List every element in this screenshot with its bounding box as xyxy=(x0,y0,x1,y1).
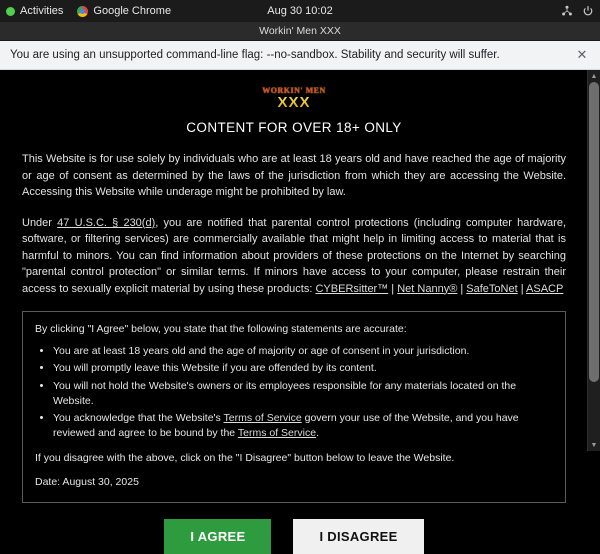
close-icon[interactable]: ✕ xyxy=(576,47,588,62)
list-item: • You will not hold the Website's owners or its employees responsible for any materials located on the Website. xyxy=(53,379,553,409)
provider-link-net-nanny[interactable]: Net Nanny® xyxy=(397,282,458,295)
system-top-bar xyxy=(0,0,600,22)
paragraph2-mid: , you are notified that parental control protections (including computer hardware, software, or filtering services) are commercially available that might help in limiting access to material that is harmful to minors. You can find information about providers of these protections on the Internet by searching "parental control protection" or similar terms. If minors have access to your computer, please restrain their access to sexually explicit material by using these products: xyxy=(22,216,566,295)
usc-230d-link[interactable]: 47 U.S.C. § 230(d) xyxy=(57,216,156,229)
age-notice-paragraph: This Website is for use solely by individuals who are at least 18 years old and have reached the age of majority or age of consent as determined by the laws of the jurisdiction from which they are accessing the Website. Accessing this Website while underage might be prohibited by law. xyxy=(22,153,566,198)
app-menu-google-chrome[interactable] xyxy=(77,5,171,17)
list-item: • You will promptly leave this Website if you are offended by its content. xyxy=(53,361,553,376)
bullet4-pre: You acknowledge that the Website's xyxy=(53,412,224,425)
agreement-lead: By clicking "I Agree" below, you state that the following statements are accurate: xyxy=(35,323,407,335)
infobar-message: You are using an unsupported command-line flag: --no-sandbox. Stability and security will suffer. xyxy=(10,49,500,61)
provider-link-cybersitter[interactable]: CYBERsitter™ xyxy=(315,282,389,295)
logo-bottom-text: XXX xyxy=(262,95,326,110)
sep-2: | xyxy=(457,282,467,295)
sep-1: | xyxy=(388,282,398,295)
logo-top-text: WORKIN' MEN xyxy=(262,86,326,95)
top-bar-left-group xyxy=(6,5,171,17)
list-item: • You are at least 18 years old and the age of majority or age of consent in your jurisdiction. xyxy=(53,344,553,359)
logo-box xyxy=(258,86,330,111)
activities-label: Activities xyxy=(20,5,64,17)
agreement-closing: If you disagree with the above, click on the "I Disagree" button below to leave the Website. xyxy=(35,451,455,464)
terms-of-service-link-1[interactable]: Terms of Service xyxy=(223,412,302,425)
agreement-date: Date: August 30, 2025 xyxy=(35,475,139,488)
scrollbar-thumb[interactable] xyxy=(589,82,599,382)
browser-viewport xyxy=(0,70,600,544)
sep-3: | xyxy=(517,282,527,295)
page-scrollbar[interactable] xyxy=(587,70,600,451)
terms-of-service-link-2[interactable]: Terms of Service xyxy=(237,427,317,440)
power-icon xyxy=(582,5,594,17)
status-area[interactable] xyxy=(561,5,594,17)
bullet4-end: . xyxy=(316,427,319,440)
site-logo xyxy=(22,86,566,112)
activities-indicator-icon xyxy=(6,7,15,16)
activities-button[interactable] xyxy=(6,5,63,17)
window-title-bar[interactable] xyxy=(0,22,600,41)
bullet4-mid: govern your use of the Website, and you have reviewed and agree to be bound by the xyxy=(53,412,519,440)
chrome-icon xyxy=(77,6,88,17)
network-icon xyxy=(561,5,573,17)
agreement-bullet-list xyxy=(35,344,553,441)
i-agree-button[interactable]: I AGREE xyxy=(164,519,271,554)
scroll-up-icon[interactable]: ▲ xyxy=(590,72,598,80)
agreement-box xyxy=(22,311,566,503)
page-title: CONTENT FOR OVER 18+ ONLY xyxy=(186,120,402,135)
age-verification-page xyxy=(0,70,588,544)
paragraph2-pre: Under xyxy=(22,216,58,229)
i-disagree-button[interactable]: I DISAGREE xyxy=(293,519,423,554)
action-buttons xyxy=(22,519,566,554)
scroll-down-icon[interactable]: ▼ xyxy=(590,441,598,449)
window-title: Workin' Men XXX xyxy=(259,25,341,37)
parental-controls-paragraph xyxy=(22,215,566,298)
list-item-terms xyxy=(53,411,553,441)
provider-link-asacp[interactable]: ASACP xyxy=(526,282,564,295)
provider-link-safetonet[interactable]: SafeToNet xyxy=(466,282,518,295)
chrome-infobar xyxy=(0,41,600,70)
app-menu-label: Google Chrome xyxy=(93,5,172,17)
clock[interactable]: Aug 30 10:02 xyxy=(267,5,333,17)
